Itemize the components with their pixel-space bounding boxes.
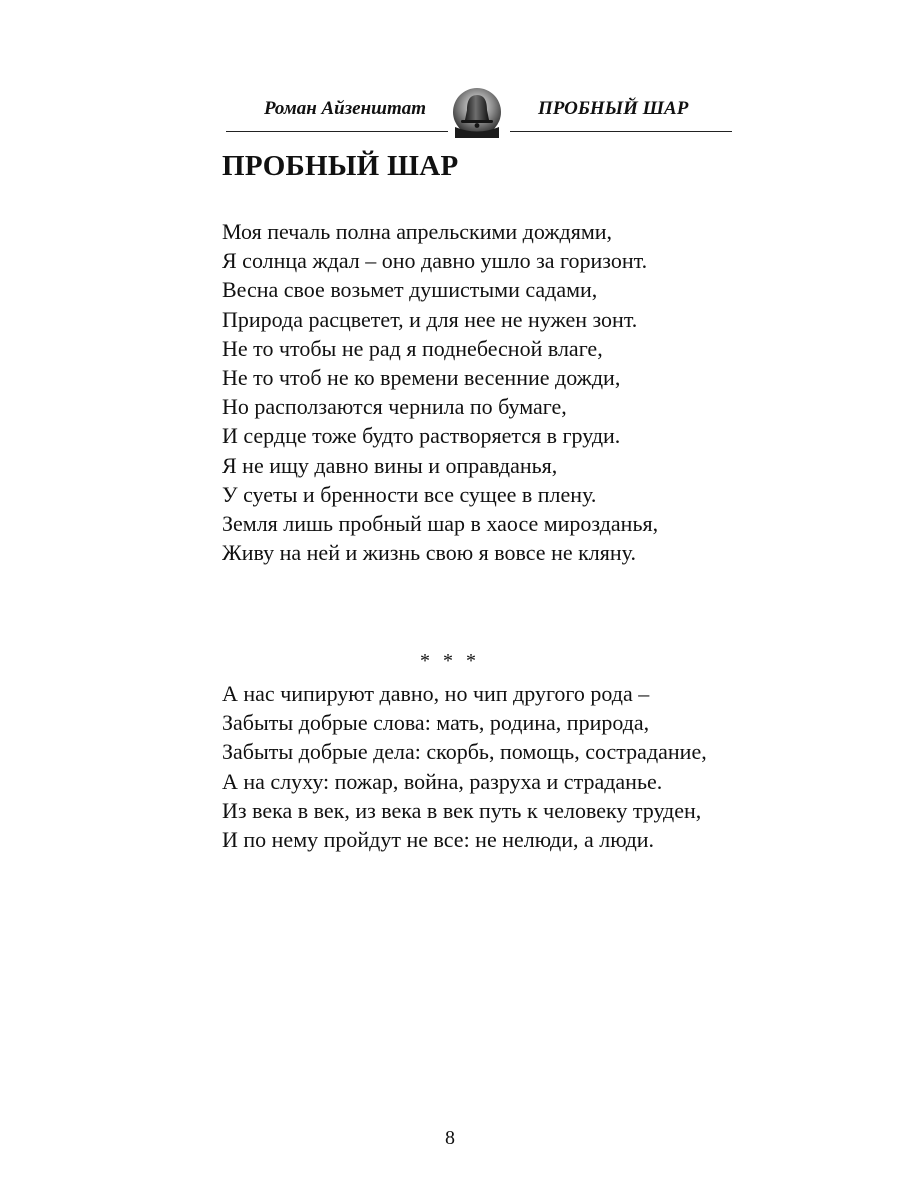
- poem-line: Я не ищу давно вины и оправданья,: [222, 452, 558, 478]
- running-head-title: ПРОБНЫЙ ШАР: [538, 98, 689, 119]
- poem-line: Земля лишь пробный шар в хаосе мирозданья,: [222, 511, 659, 537]
- poem-line: И сердце тоже будто растворяется в груди.: [222, 423, 621, 449]
- poem-stanza: [222, 217, 658, 567]
- second-poem-stanza: [222, 679, 707, 854]
- poem-line: И по нему пройдут не все: не нелюди, а люди.: [222, 827, 655, 853]
- running-head-rule-right: [510, 131, 732, 132]
- poem-line: Весна свое возьмет душистыми садами,: [222, 277, 598, 303]
- poem-line: Я солнца ждал – оно давно ушло за горизонт.: [222, 248, 648, 274]
- running-head-author: Роман Айзенштат: [264, 98, 427, 119]
- poem-line: Не то чтоб не ко времени весенние дожди,: [222, 365, 621, 391]
- running-head-rule-left: [226, 131, 448, 132]
- running-head: [222, 86, 732, 138]
- poem-line: Но расползаются чернила по бумаге,: [222, 394, 567, 420]
- poem-line: А на слуху: пожар, война, разруха и страданье.: [222, 768, 663, 794]
- poem-line: А нас чипируют давно, но чип другого рода –: [222, 681, 650, 706]
- poem-line: Природа расцветет, и для нее не нужен зонт.: [222, 306, 638, 332]
- poem-line: Забыты добрые дела: скорбь, помощь, сострадание,: [222, 739, 707, 765]
- poem-line: Забыты добрые слова: мать, родина, природа,: [222, 710, 650, 736]
- bell-emblem-icon: [451, 86, 503, 138]
- poem-line: У суеты и бренности все сущее в плену.: [222, 481, 597, 507]
- poem-line: Не то чтобы не рад я поднебесной влаге,: [222, 335, 603, 361]
- poem-separator: * * *: [420, 650, 480, 672]
- poem-line: Живу на ней и жизнь свою я вовсе не кляну.: [222, 540, 636, 566]
- poem-line: Моя печаль полна апрельскими дождями,: [222, 219, 613, 244]
- poem-line: Из века в век, из века в век путь к человеку труден,: [222, 797, 702, 823]
- page-number: 8: [445, 1127, 455, 1149]
- poem-title: ПРОБНЫЙ ШАР: [222, 150, 459, 182]
